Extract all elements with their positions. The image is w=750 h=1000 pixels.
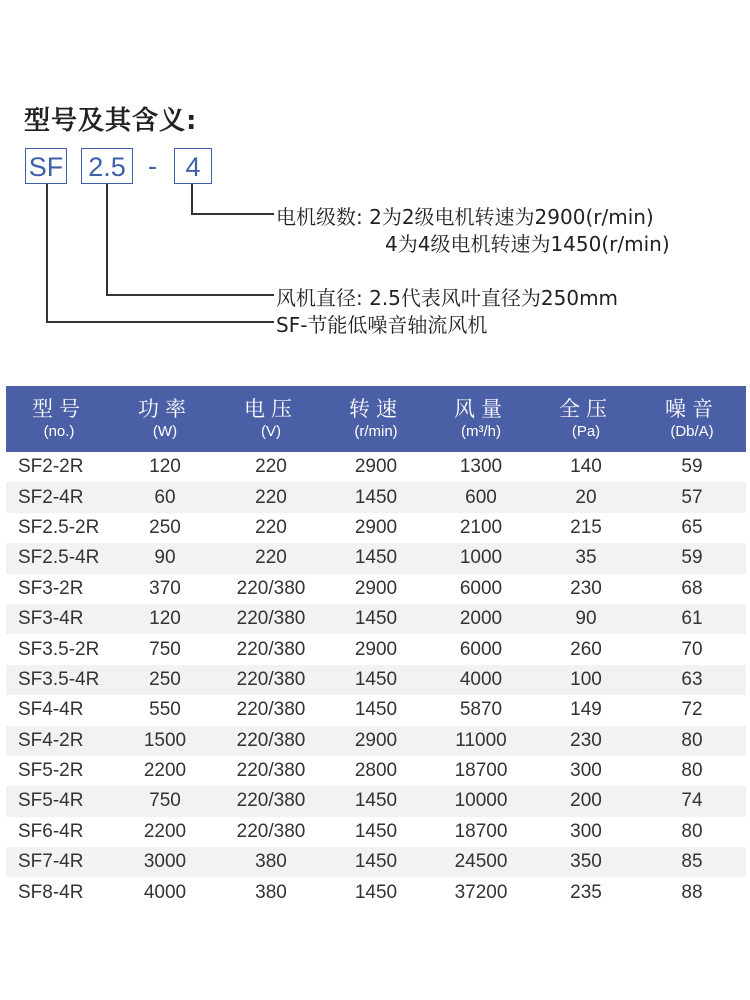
code-dash: - (148, 151, 157, 181)
poles-note-line1: 电机级数: 2为2级电机转速为2900(r/min) (276, 205, 654, 229)
table-cell: 120 (149, 608, 181, 630)
table-cell: 1450 (354, 699, 398, 721)
code-poles-box: 4 (174, 148, 212, 184)
table-row (6, 877, 746, 907)
table-cell: 260 (570, 638, 602, 660)
column-header (534, 386, 638, 452)
code-size-box: 2.5 (81, 148, 133, 184)
model-cell: SF8-4R (18, 881, 84, 903)
model-cell: SF2.5-4R (18, 547, 100, 569)
code-series-box: SF (25, 148, 67, 184)
column-header-label: 转速 (349, 397, 403, 421)
table-cell: 1500 (143, 729, 187, 751)
table-cell: 24500 (454, 851, 508, 873)
poles-note-line2: 4为4级电机转速为1450(r/min) (385, 232, 670, 256)
table-cell: 220 (255, 547, 287, 569)
table-cell: 74 (681, 790, 703, 812)
table-cell: 6000 (459, 577, 503, 599)
table-cell: 4000 (143, 881, 187, 903)
column-header (112, 386, 218, 452)
table-cell: 1450 (354, 608, 398, 630)
table-cell: 600 (465, 486, 497, 508)
table-cell: 1450 (354, 820, 398, 842)
diameter-note: 风机直径: 2.5代表风叶直径为250mm (276, 286, 619, 310)
column-header-label: 风量 (454, 397, 508, 421)
table-cell: 1450 (354, 851, 398, 873)
column-header-unit: (m³/h) (461, 423, 501, 440)
poles-connector-vertical (191, 184, 193, 214)
table-row (6, 847, 746, 877)
table-cell: 230 (570, 729, 602, 751)
poles-connector-horizontal (191, 213, 274, 215)
table-cell: 140 (570, 456, 602, 478)
table-cell: 11000 (455, 729, 507, 751)
model-cell: SF2.5-2R (18, 516, 100, 538)
table-cell: 37200 (454, 881, 508, 903)
table-cell: 215 (570, 516, 602, 538)
table-cell: 1450 (354, 486, 398, 508)
table-cell: 220 (255, 486, 287, 508)
table-cell: 2800 (354, 760, 398, 782)
column-header (218, 386, 324, 452)
table-cell: 20 (575, 486, 597, 508)
model-cell: SF4-4R (18, 699, 84, 721)
model-cell: SF7-4R (18, 851, 84, 873)
table-cell: 5870 (459, 699, 503, 721)
table-cell: 59 (681, 547, 703, 569)
table-row (6, 604, 746, 634)
table-cell: 300 (570, 760, 602, 782)
model-cell: SF3-2R (18, 577, 84, 599)
table-cell: 2900 (354, 456, 398, 478)
table-body (6, 452, 746, 908)
column-header-label: 噪音 (665, 397, 719, 421)
table-row (6, 634, 746, 664)
series-note: SF-节能低噪音轴流风机 (276, 313, 488, 337)
table-cell: 230 (570, 577, 602, 599)
table-row (6, 786, 746, 816)
table-cell: 2200 (143, 820, 187, 842)
model-cell: SF4-2R (18, 729, 84, 751)
column-header (638, 386, 746, 452)
table-cell: 250 (149, 516, 181, 538)
table-cell: 200 (570, 790, 602, 812)
table-cell: 3000 (143, 851, 187, 873)
table-cell: 6000 (459, 638, 503, 660)
table-cell: 220/380 (236, 820, 306, 842)
column-header-unit: (W) (152, 423, 178, 440)
column-header-unit: (no.) (43, 423, 75, 440)
table-cell: 220 (255, 516, 287, 538)
table-cell: 750 (149, 638, 181, 660)
table-cell: 220 (255, 456, 287, 478)
table-row (6, 482, 746, 512)
diameter-connector-vertical (106, 184, 108, 295)
series-connector-vertical (46, 184, 48, 322)
table-cell: 220/380 (236, 729, 306, 751)
column-header-label: 型号 (32, 397, 86, 421)
model-cell: SF3-4R (18, 608, 84, 630)
column-header (6, 386, 112, 452)
table-cell: 120 (149, 456, 181, 478)
table-cell: 61 (681, 608, 703, 630)
table-cell: 550 (149, 699, 181, 721)
table-cell: 1300 (459, 456, 503, 478)
table-cell: 1450 (354, 547, 398, 569)
column-header-unit: (r/min) (354, 423, 398, 440)
model-cell: SF5-4R (18, 790, 84, 812)
table-cell: 85 (681, 851, 703, 873)
table-cell: 18700 (454, 760, 508, 782)
table-cell: 220/380 (236, 760, 306, 782)
table-header-row (6, 386, 746, 452)
table-cell: 35 (575, 547, 597, 569)
table-row (6, 513, 746, 543)
table-cell: 350 (570, 851, 602, 873)
model-cell: SF5-2R (18, 760, 84, 782)
table-cell: 88 (681, 881, 703, 903)
table-cell: 1450 (354, 790, 398, 812)
column-header-unit: (V) (261, 423, 281, 440)
column-header (324, 386, 428, 452)
column-header-unit: (Db/A) (670, 423, 714, 440)
table-cell: 149 (570, 699, 602, 721)
table-cell: 2900 (354, 638, 398, 660)
table-cell: 220/380 (236, 638, 306, 660)
table-row (6, 817, 746, 847)
series-connector-horizontal (46, 321, 274, 323)
table-cell: 235 (570, 881, 602, 903)
table-cell: 70 (681, 638, 703, 660)
table-row (6, 543, 746, 573)
table-cell: 220/380 (236, 668, 306, 690)
model-cell: SF3.5-2R (18, 638, 100, 660)
column-header-label: 全压 (559, 397, 613, 421)
table-cell: 57 (681, 486, 703, 508)
table-cell: 220/380 (236, 577, 306, 599)
table-cell: 2200 (143, 760, 187, 782)
table-cell: 100 (570, 668, 602, 690)
table-cell: 1450 (354, 881, 398, 903)
table-cell: 2900 (354, 516, 398, 538)
table-cell: 68 (681, 577, 703, 599)
table-cell: 2000 (459, 608, 503, 630)
table-cell: 4000 (459, 668, 503, 690)
table-row (6, 574, 746, 604)
table-cell: 72 (681, 699, 703, 721)
column-header-label: 电压 (244, 397, 298, 421)
page-title: 型号及其含义: (24, 106, 198, 136)
table-cell: 220/380 (236, 790, 306, 812)
table-cell: 300 (570, 820, 602, 842)
table-cell: 63 (681, 668, 703, 690)
table-cell: 90 (154, 547, 176, 569)
model-cell: SF2-4R (18, 486, 84, 508)
table-cell: 380 (255, 851, 287, 873)
diameter-connector-horizontal (106, 294, 274, 296)
table-cell: 18700 (454, 820, 508, 842)
table-cell: 370 (149, 577, 181, 599)
model-cell: SF6-4R (18, 820, 84, 842)
model-cell: SF3.5-4R (18, 668, 100, 690)
table-cell: 750 (149, 790, 181, 812)
table-cell: 65 (681, 516, 703, 538)
table-cell: 60 (154, 486, 176, 508)
table-cell: 10000 (454, 790, 508, 812)
table-cell: 220/380 (236, 699, 306, 721)
table-cell: 220/380 (236, 608, 306, 630)
table-row (6, 726, 746, 756)
column-header-label: 功率 (138, 397, 192, 421)
table-row (6, 695, 746, 725)
table-cell: 1000 (459, 547, 503, 569)
table-cell: 90 (575, 608, 597, 630)
table-cell: 380 (255, 881, 287, 903)
table-cell: 1450 (354, 668, 398, 690)
table-cell: 2900 (354, 729, 398, 751)
table-cell: 80 (681, 820, 703, 842)
table-row (6, 452, 746, 482)
table-row (6, 665, 746, 695)
model-cell: SF2-2R (18, 456, 84, 478)
table-cell: 59 (681, 456, 703, 478)
column-header (428, 386, 534, 452)
table-cell: 80 (681, 760, 703, 782)
table-row (6, 756, 746, 786)
spec-table (6, 386, 746, 908)
column-header-unit: (Pa) (571, 423, 601, 440)
table-cell: 2100 (459, 516, 503, 538)
table-cell: 250 (149, 668, 181, 690)
table-cell: 2900 (354, 577, 398, 599)
table-cell: 80 (681, 729, 703, 751)
